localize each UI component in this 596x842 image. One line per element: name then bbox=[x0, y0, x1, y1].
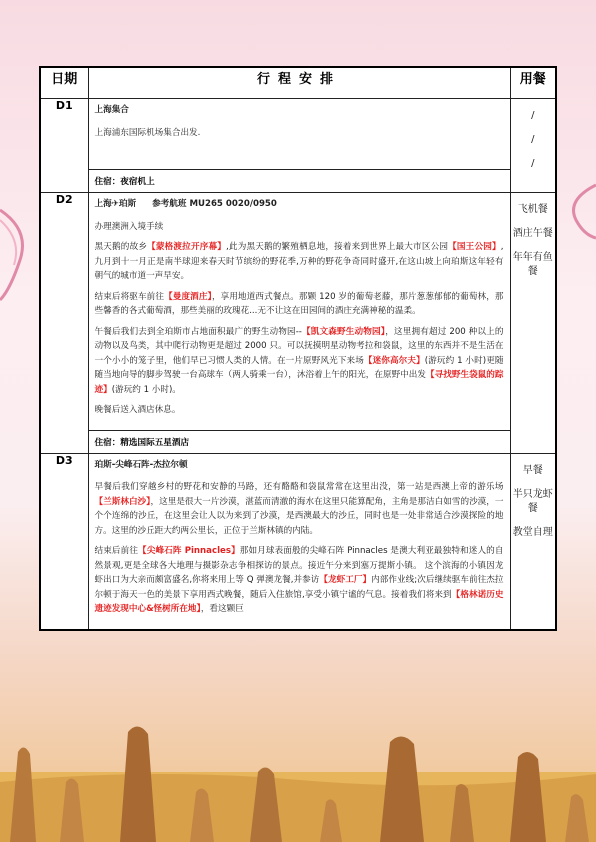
text: ,九月到十一月正是南半球迎来春天时节缤纷的野花季,万种的野花争奇同时盛开,在这山坡上向珀斯这年轻有朝气的城市道一声早安。 bbox=[94, 242, 504, 281]
text: 黑天鹅的故乡 bbox=[94, 242, 148, 252]
meal-breakfast: 早餐 bbox=[522, 464, 543, 476]
highlight: 【凯文森野生动物园】 bbox=[301, 326, 386, 337]
highlight: 【国王公园】 bbox=[448, 242, 501, 252]
stay-value: 精选国际五星酒店 bbox=[120, 437, 190, 448]
itinerary-table bbox=[39, 66, 557, 631]
highlight: 【尖峰石阵 Pinnacles】 bbox=[138, 546, 240, 556]
meal-lunch: 酒庄午餐 bbox=[512, 228, 553, 239]
text: 早餐后我们穿越乡村的野花和安静的马路，还有酪酪和袋鼠常常在这里出没，第一站是西澳上帝的游乐场 bbox=[94, 482, 504, 492]
header-schedule: 行程安排 bbox=[88, 67, 510, 99]
text: ，这里是很大一片沙漠，湛蓝而清澈的海水在这里只能算配角，主角是那洁白如雪的沙漠，一个个连绵的沙丘，在这里会让人以为来到了沙漠，是西澳最大的沙丘，同时也是一处非常适合沙漠探险的地方。这里的沙丘距大约两公里长，正位于兰斯林镇的内陆。 bbox=[94, 496, 504, 536]
decorative-swirl-right bbox=[556, 180, 596, 240]
highlight: 【寻找野生袋鼠的踪迹】 bbox=[94, 370, 504, 395]
day-title bbox=[95, 197, 504, 212]
text: 那如月球表面般的尖峰石阵 Pinnacles 是澳大利亚最独特和迷人的自然景观,更是全球各大地理与摄影杂志争相探访的景点。接近午分来到塞万提斯小镇。 这个滨海的小镇因龙虾出口为大亲而颇富盛名,你将来用上等 Q 弹澳龙餐,并参访 bbox=[94, 546, 504, 585]
meal-dinner: / bbox=[531, 158, 535, 169]
meal-dinner: 教堂自理 bbox=[512, 526, 553, 538]
stay-info bbox=[89, 169, 510, 192]
day-title: 上海集合 bbox=[94, 105, 129, 115]
text: 午餐后我们去到全珀斯市占地面积最广的野生动物园-- bbox=[94, 326, 302, 337]
day-label: D3 bbox=[40, 453, 88, 630]
day-paragraph: 上海浦东国际机场集合出发. bbox=[94, 127, 201, 138]
day-content bbox=[88, 99, 510, 193]
meal-breakfast: / bbox=[531, 110, 535, 121]
day-label: D2 bbox=[40, 193, 88, 454]
header-meals: 用餐 bbox=[510, 67, 556, 99]
text: 结束后前往 bbox=[94, 546, 139, 556]
text: 结束后将驱车前往 bbox=[94, 291, 165, 302]
highlight: 【蒙格渡拉开序幕】 bbox=[147, 242, 227, 252]
stay-info bbox=[89, 430, 510, 453]
stay-label: 住宿： bbox=[94, 177, 121, 187]
text: ，看这颗巨 bbox=[200, 604, 244, 614]
pinnacles-desert-illustration bbox=[0, 712, 596, 842]
route: 上海✈珀斯 bbox=[94, 199, 137, 209]
text: (游玩约 1 小时)。 bbox=[111, 384, 181, 395]
meals-cell bbox=[510, 99, 556, 193]
day-paragraph bbox=[95, 325, 504, 398]
text: ，这里拥有超过 200 种以上的动物以及鸟类，其中爬行动物更是超过 2000 只。可以抚摸明星动物考拉和袋鼠，这里的东西并不是生活在一个小小的笼子里，他们早已习惯人类的人情。在一片原野风光下来场 bbox=[94, 326, 504, 366]
day-title: 珀斯-尖峰石阵-杰拉尔顿 bbox=[94, 459, 188, 470]
text: (游玩约 1 小时)更随随当地向导的脚步驾驶一台高球车（两人骑乘一台），沐浴着上午的阳光，在原野中出发 bbox=[94, 355, 504, 380]
meals-cell bbox=[510, 193, 556, 454]
stay-value: 夜宿机上 bbox=[120, 177, 155, 187]
day-content bbox=[88, 453, 510, 630]
meal-dinner: 年年有鱼餐 bbox=[512, 252, 553, 277]
highlight: 【曼度酒庄】 bbox=[164, 291, 212, 302]
day-label: D1 bbox=[40, 99, 88, 193]
text: ,此为黑天鹅的繁殖栖息地，接着来到世界上最大市区公园 bbox=[226, 242, 449, 252]
flight-reference: 参考航班 MU265 0020/0950 bbox=[152, 199, 277, 209]
table-header-row bbox=[40, 67, 556, 99]
day-paragraph bbox=[95, 544, 504, 617]
text: ，享用地道西式餐点。那颗 120 岁的葡萄老藤，那片葱葱郁郁的葡萄林，那些馨香的各式葡萄酒，那些美丽的玫瑰花...无不让这在田园间的酒庄充满神秘的温柔。 bbox=[94, 291, 504, 316]
highlight: 【兰斯林白沙】 bbox=[94, 496, 151, 507]
highlight: 【龙虾工厂】 bbox=[319, 575, 372, 585]
day-paragraph: 办理澳洲入境手续 bbox=[94, 221, 164, 232]
day-row-d3 bbox=[40, 453, 556, 630]
meal-breakfast: 飞机餐 bbox=[517, 204, 548, 215]
meals-cell bbox=[510, 453, 556, 630]
day-row-d1 bbox=[40, 99, 556, 193]
day-paragraph bbox=[95, 240, 504, 284]
stay-label: 住宿： bbox=[94, 437, 121, 448]
text: 内部作业线;次后继续驱车前往杰拉尔顿于海天一色的美景下享用西式晚餐，随后入住旅馆,享受小镇宁谧的气息。接着我们将来到 bbox=[94, 575, 504, 600]
day-content bbox=[88, 193, 510, 454]
header-day: 日期 bbox=[40, 67, 88, 99]
decorative-swirl-left bbox=[0, 190, 40, 310]
meal-lunch: 半只龙虾餐 bbox=[512, 488, 553, 514]
meal-lunch: / bbox=[531, 134, 535, 145]
highlight: 【迷你高尔夫】 bbox=[363, 355, 425, 366]
day-paragraph bbox=[95, 480, 504, 538]
day-paragraph: 晚餐后送入酒店休息。 bbox=[94, 405, 181, 415]
day-row-d2 bbox=[40, 193, 556, 454]
day-paragraph bbox=[95, 290, 504, 319]
highlight: 【格林诺历史遗迹发现中心&怪树所在地】 bbox=[94, 589, 504, 614]
